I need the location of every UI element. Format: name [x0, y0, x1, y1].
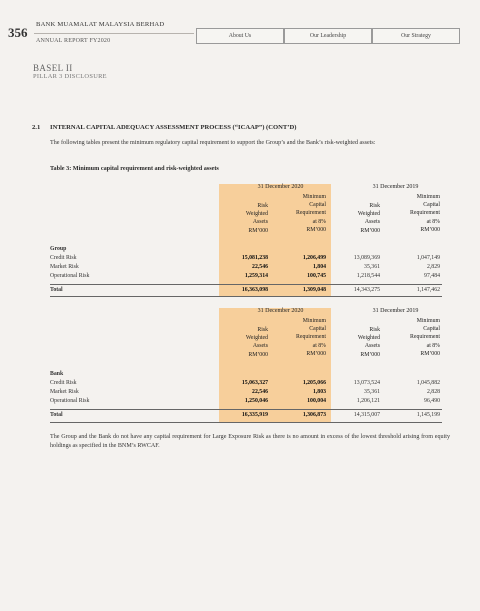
col-head-rwa-2020: Risk Weighted Assets RM’000 — [245, 327, 268, 358]
year-2020-heading: 31 December 2020 — [257, 308, 304, 314]
row-label: Operational Risk — [50, 273, 90, 279]
divider — [50, 284, 442, 285]
table-cell: 1,205,066 — [302, 380, 326, 386]
bank-label: Bank — [50, 371, 64, 377]
total-label: Total — [50, 412, 63, 418]
row-label: Credit Risk — [50, 380, 77, 386]
table-cell: 1,045,882 — [416, 380, 440, 386]
table-cell: 1,147,462 — [416, 287, 440, 293]
table-cell: 1,145,199 — [416, 412, 440, 418]
table-cell: 1,306,873 — [302, 412, 326, 418]
table-cell: 1,259,314 — [244, 273, 268, 279]
table-cell: 22,546 — [252, 389, 268, 395]
report-name: ANNUAL REPORT FY2020 — [36, 38, 111, 44]
col-head-mcr-2019: Minimum Capital Requirement at 8% RM’000 — [410, 318, 440, 357]
table-cell: 2,829 — [426, 264, 440, 270]
col-head-mcr-2020: Minimum Capital Requirement at 8% RM’000 — [296, 318, 326, 357]
page-number: 356 — [8, 25, 28, 40]
year-2020-heading: 31 December 2020 — [257, 184, 304, 190]
table-cell: 2,828 — [426, 389, 440, 395]
group-label: Group — [50, 246, 67, 252]
table-title: Table 3: Minimum capital requirement and risk-weighted assets — [50, 165, 219, 172]
table-cell: 14,315,007 — [353, 412, 380, 418]
table-cell: 1,206,121 — [356, 398, 380, 404]
table-cell: 100,745 — [307, 273, 326, 279]
nav-about-us[interactable]: About Us — [196, 28, 284, 44]
col-head-rwa-2020: Risk Weighted Assets RM’000 — [245, 203, 268, 234]
table-cell: 96,490 — [424, 398, 440, 404]
table-cell: 1,309,048 — [302, 287, 326, 293]
row-label: Market Risk — [50, 389, 79, 395]
nav-our-strategy[interactable]: Our Strategy — [372, 28, 460, 44]
year-2019-heading: 31 December 2019 — [372, 308, 419, 314]
table-cell: 35,361 — [364, 264, 380, 270]
table-cell: 1,218,544 — [356, 273, 380, 279]
col-head-rwa-2019: Risk Weighted Assets RM’000 — [357, 203, 380, 234]
section-title: BASEL II — [33, 63, 73, 73]
bank-name: BANK MUAMALAT MALAYSIA BERHAD — [36, 21, 165, 28]
table-cell: 22,546 — [252, 264, 268, 270]
table-cell: 1,206,499 — [302, 255, 326, 261]
heading: INTERNAL CAPITAL ADEQUACY ASSESSMENT PROCESS (“ICAAP”) (CONT’D) — [50, 124, 297, 131]
table-cell: 16,335,919 — [241, 412, 268, 418]
col-head-mcr-2019: Minimum Capital Requirement at 8% RM’000 — [410, 194, 440, 233]
heading-number: 2.1 — [32, 124, 41, 131]
year-2019-heading: 31 December 2019 — [372, 184, 419, 190]
table-cell: 13,089,369 — [353, 255, 380, 261]
col-head-mcr-2020: Minimum Capital Requirement at 8% RM’000 — [296, 194, 326, 233]
row-label: Operational Risk — [50, 398, 90, 404]
row-label: Credit Risk — [50, 255, 77, 261]
table-cell: 13,073,524 — [353, 380, 380, 386]
table-cell: 15,081,238 — [241, 255, 268, 261]
table-cell: 1,803 — [312, 389, 326, 395]
table-cell: 14,343,275 — [353, 287, 380, 293]
divider — [50, 296, 442, 297]
table-cell: 1,804 — [312, 264, 326, 270]
col-head-rwa-2019: Risk Weighted Assets RM’000 — [357, 327, 380, 358]
table-cell: 1,047,149 — [416, 255, 440, 261]
nav-our-leadership[interactable]: Our Leadership — [284, 28, 372, 44]
row-label: Market Risk — [50, 264, 79, 270]
header-divider — [34, 33, 194, 34]
intro-paragraph: The following tables present the minimum regulatory capital requirement to support the Group’s and the Bank’s risk-weighted assets: — [50, 140, 376, 146]
table-cell: 35,361 — [364, 389, 380, 395]
divider — [50, 422, 442, 423]
divider — [50, 409, 442, 410]
table-cell: 16,363,098 — [241, 287, 268, 293]
table-cell: 100,004 — [307, 398, 326, 404]
footnote: The Group and the Bank do not have any capital requirement for Large Exposure Risk as there is no amount in excess of the lowest threshold arising from equity holdings as specified in the BNM’s RWCAF. — [50, 434, 450, 449]
table-cell: 97,484 — [424, 273, 440, 279]
table-cell: 1,250,046 — [244, 398, 268, 404]
section-subtitle: PILLAR 3 DISCLOSURE — [33, 73, 107, 80]
total-label: Total — [50, 287, 63, 293]
table-cell: 15,063,327 — [241, 380, 268, 386]
